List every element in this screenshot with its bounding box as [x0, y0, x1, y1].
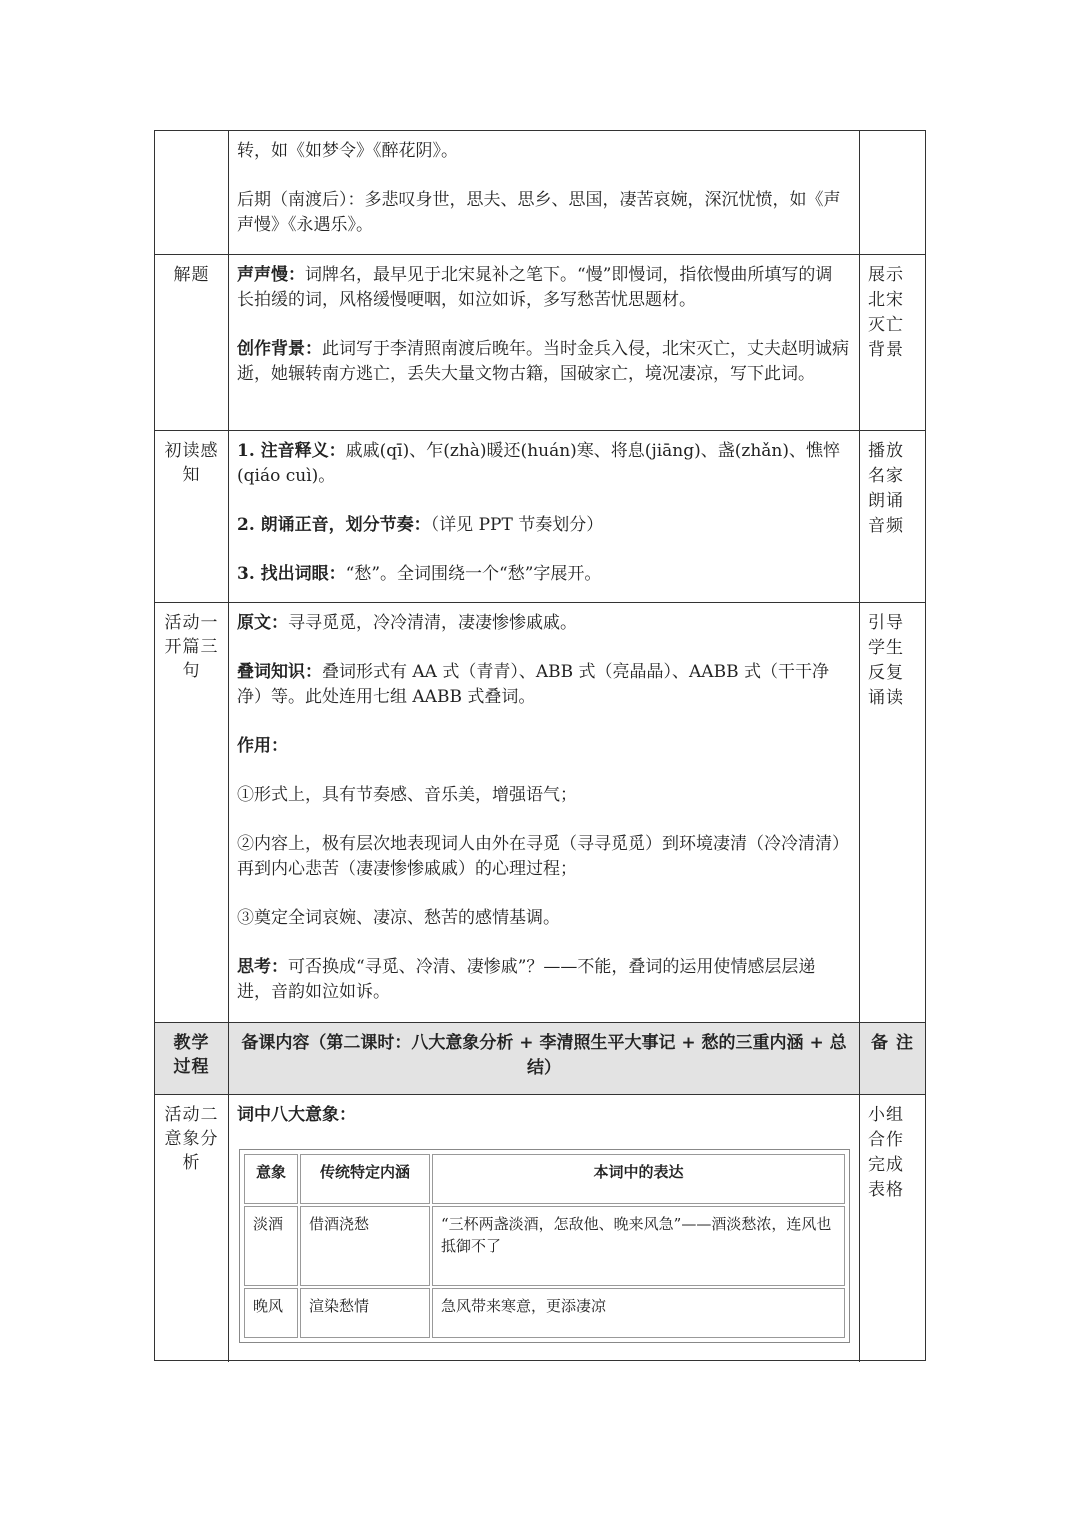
term: 叠词知识：: [237, 662, 322, 682]
text: 叠词形式有 AA 式（青青）、ABB 式（亮晶晶）、AABB 式（干干净净）等。此处连用七组 AABB 式叠词。: [237, 662, 829, 707]
text: 戚戚(qī)、乍(zhà)暖还(huán)寒、将息(jiāng)、盏(zhǎn)、憔悴(qiáo cuì)。: [237, 441, 840, 486]
term: 创作背景：: [237, 339, 322, 359]
table-row: [244, 1206, 845, 1286]
paragraph: ②内容上，极有层次地表现词人由外在寻觅（寻寻觅觅）到环境凄清（冷冷清清）再到内心悲苦（凄凄惨惨戚戚）的心理过程；: [237, 834, 849, 879]
continuation-text-1: 转，如《如梦令》《醉花阴》。: [237, 141, 458, 161]
paragraph: [237, 439, 849, 489]
paragraph: [237, 337, 849, 387]
remark: 引导学生反复诵读: [868, 613, 904, 708]
paragraph: [237, 955, 849, 1005]
term: 声声慢：: [237, 265, 305, 285]
content-cell: [229, 131, 860, 254]
table-header-row: [244, 1154, 845, 1204]
text: “愁”。全词围绕一个“愁”字展开。: [345, 564, 602, 584]
column-header: 意象: [244, 1154, 298, 1204]
lesson-plan-table: [154, 130, 926, 1361]
row-label: 解题: [173, 265, 210, 285]
remark: 播放名家朗诵音频: [868, 441, 904, 536]
column-header: 传统特定内涵: [300, 1154, 430, 1204]
header-note: 备 注: [871, 1033, 914, 1053]
remark: 小组合作完成表格: [868, 1105, 904, 1200]
header-title: 备课内容（第二课时：八大意象分析 + 李清照生平大事记 + 愁的三重内涵 + 总结）: [241, 1033, 847, 1078]
text: 可否换成“寻觅、冷清、凄惨戚”？——不能，叠词的运用使情感层层递进，音韵如泣如诉。: [237, 957, 816, 1002]
term: 原文：: [237, 613, 288, 633]
imagery-table: [239, 1149, 850, 1343]
table-cell: 借酒浇愁: [300, 1206, 430, 1286]
row-chudu: [155, 431, 925, 603]
row-jieti: [155, 255, 925, 431]
text: 此词写于李清照南渡后晚年。当时金兵入侵，北宋灭亡，丈夫赵明诚病逝，她辗转南方逃亡，丢失大量文物古籍，国破家亡，境况凄凉，写下此词。: [237, 339, 849, 384]
term: 3. 找出词眼：: [237, 564, 346, 584]
header-label: 教学过程: [173, 1033, 210, 1077]
paragraph: [237, 660, 849, 710]
table-cell: 淡酒: [244, 1206, 298, 1286]
table-row: [244, 1288, 845, 1338]
paragraph: [237, 263, 849, 313]
table-cell: 晚风: [244, 1288, 298, 1338]
label-cell: [155, 131, 229, 254]
table-cell: “三杯两盏淡酒，怎敌他、晚来风急”——酒淡愁浓，连风也抵御不了: [432, 1206, 845, 1286]
row-huodong2: [155, 1095, 925, 1362]
paragraph: [237, 611, 849, 636]
remark: 展示北宋灭亡背景: [868, 265, 904, 360]
table-cell: 急风带来寒意，更添凄凉: [432, 1288, 845, 1338]
paragraph: [237, 513, 849, 538]
intro: [237, 1103, 849, 1128]
note-cell: [860, 131, 925, 254]
term: 思考：: [237, 957, 288, 977]
row-label: 活动一开篇三句: [164, 613, 219, 681]
paragraph: [237, 562, 849, 587]
row-label: 活动二意象分析: [164, 1105, 219, 1173]
table-cell: 渲染愁情: [300, 1288, 430, 1338]
text: 寻寻觅觅，冷冷清清，凄凄惨惨戚戚。: [288, 613, 577, 633]
row-continuation: [155, 131, 925, 255]
text: 词牌名，最早见于北宋晁补之笔下。“慢”即慢词，指依慢曲所填写的调长拍缓的词，风格缓慢哽咽，如泣如诉，多写愁苦忧思题材。: [237, 265, 833, 310]
text: （详见 PPT 节奏划分）: [430, 515, 604, 535]
term: 2. 朗诵正音，划分节奏：: [237, 515, 431, 535]
term: 作用：: [237, 736, 288, 756]
term: 1. 注音释义：: [237, 441, 346, 461]
paragraph: ③奠定全词哀婉、凄凉、愁苦的感情基调。: [237, 908, 560, 928]
row-label: 初读感知: [164, 441, 219, 485]
row-section-header: [155, 1023, 925, 1095]
paragraph: [237, 734, 849, 759]
paragraph: ①形式上，具有节奏感、音乐美，增强语气；: [237, 785, 577, 805]
term: 词中八大意象：: [237, 1105, 356, 1125]
continuation-text-2: 后期（南渡后）：多悲叹身世，思夫、思乡、思国，凄苦哀婉，深沉忧愤，如《声声慢》《永遇乐》。: [237, 190, 841, 235]
row-huodong1: [155, 603, 925, 1023]
column-header: 本词中的表达: [432, 1154, 845, 1204]
